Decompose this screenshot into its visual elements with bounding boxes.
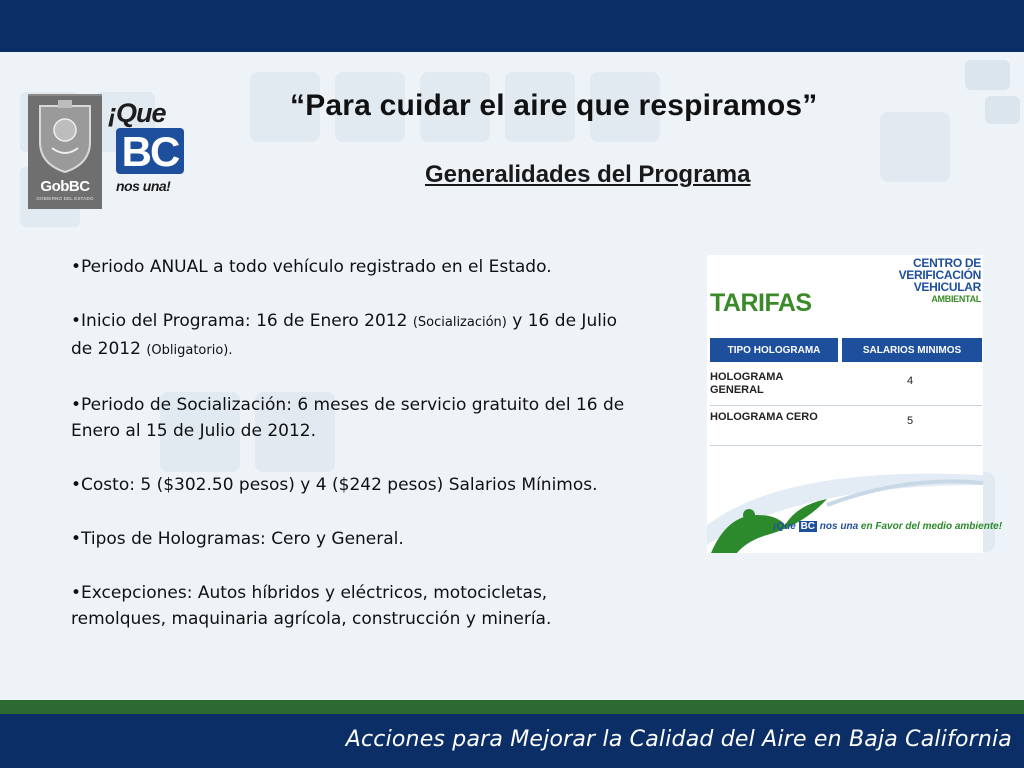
bullet-item: •Excepciones: Autos híbridos y eléctricos, motocicletas, remolques, maquinaria agrícola, construcción y minería. — [71, 583, 552, 629]
column-header: TIPO HOLOGRAMA — [710, 338, 838, 362]
bullet-item: •Periodo de Socialización: 6 meses de servicio gratuito del 16 de Enero al 15 de Julio de 2012. — [71, 395, 625, 441]
que-bc-bottom-text: nos una! — [116, 178, 171, 194]
gobbc-sublabel: GOBIERNO DEL ESTADO — [36, 196, 94, 201]
tarifas-title: TARIFAS — [710, 289, 812, 317]
tarifas-image — [707, 255, 1003, 553]
bullet-note: (Socialización) — [412, 315, 507, 330]
verification-center-label: CENTRO DE VERIFICACIÓN VEHICULAR AMBIENTAL — [898, 256, 981, 304]
tarifas-slogan: ¡Que BC nos una en Favor del medio ambiente! — [773, 521, 1003, 532]
bullet-note: (Obligatorio). — [146, 343, 233, 358]
leaf-swoosh-graphic — [707, 455, 983, 555]
bullet-item: •Periodo ANUAL a todo vehículo registrado en el Estado. — [71, 257, 552, 277]
bullet-list — [71, 254, 631, 660]
column-header: SALARIOS MINIMOS — [842, 338, 982, 362]
table-row: HOLOGRAMA CERO 5 — [710, 411, 982, 446]
page-title: “Para cuidar el aire que respiramos” — [290, 89, 818, 122]
gobbc-label: GobBC — [40, 178, 90, 195]
footer-divider — [0, 700, 1024, 714]
que-bc-logo — [108, 98, 192, 202]
footer-text: Acciones para Mejorar la Calidad del Aire en Baja California — [345, 727, 1012, 752]
table-row: HOLOGRAMA GENERAL 4 — [710, 371, 982, 406]
bullet-item: •Tipos de Hologramas: Cero y General. — [71, 529, 404, 549]
bullet-item: •Costo: 5 ($302.50 pesos) y 4 ($242 pesos) Salarios Mínimos. — [71, 475, 598, 495]
que-bc-top-text: ¡Que — [108, 98, 166, 128]
gobbc-logo — [28, 94, 102, 209]
bullet-item: •Inicio del Programa: 16 de Enero 2012 (Socialización) y 16 de Julio de 2012 (Obligatorio). — [71, 311, 618, 359]
top-banner — [0, 0, 1024, 52]
que-bc-box: BC — [116, 128, 184, 174]
page-subtitle: Generalidades del Programa — [425, 161, 751, 188]
tarifas-header-row — [710, 338, 982, 362]
coat-of-arms-icon — [28, 96, 102, 176]
